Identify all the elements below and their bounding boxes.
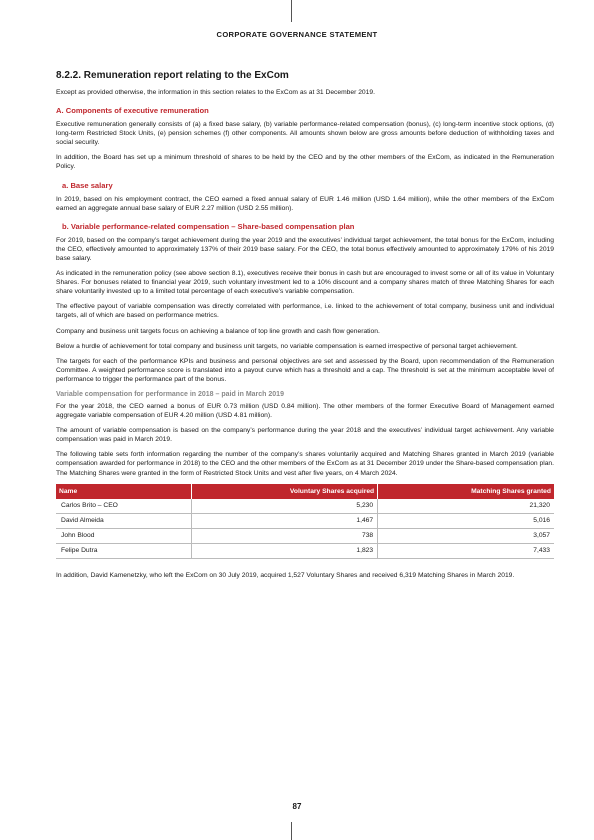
main-content <box>56 70 554 586</box>
section-title: 8.2.2. Remuneration report relating to the ExCom <box>56 70 289 81</box>
closing-paragraph: In addition, David Kamenetzky, who left the ExCom on 30 July 2019, acquired 1,527 Voluntary Shares and received 6,319 Matching Shares in March 2019. <box>56 571 515 579</box>
table-row <box>56 513 554 528</box>
column-header-name: Name <box>56 484 191 499</box>
cell-voluntary-shares: 5,230 <box>191 499 377 514</box>
variable-2018-paragraph-3: The following table sets forth information regarding the number of the company’s shares voluntarily acquired and Matching Shares granted in March 2019 (variable compensation awarded for performance in 2018) to the CEO and the other members of the ExCom as at 31 December 2019 under the Share-based compensation plan. The Matching Shares were granted in the form of Restricted Stock Units and vest after five years, on 4 March 2024. <box>56 451 554 477</box>
variable-2018-heading: Variable compensation for performance in 2018 – paid in March 2019 <box>56 390 284 398</box>
variable-paragraph-3: The effective payout of variable compensation was directly correlated with performance, i.e. linked to the achievement of total company, business unit and individual targets, all of which are based on performance metrics. <box>56 303 554 320</box>
variable-paragraph-4: Company and business unit targets focus on achieving a balance of top line growth and cash flow generation. <box>56 327 380 335</box>
base-salary-paragraph: In 2019, based on his employment contract, the CEO earned a fixed annual salary of EUR 1.46 million (USD 1.64 million), while the other members of the ExCom earned an aggregate annual base salary of EUR 2.27 million (USD 2.55 million). <box>56 195 554 212</box>
intro-paragraph: Except as provided otherwise, the information in this section relates to the ExCom as at 31 December 2019. <box>56 89 375 96</box>
variable-paragraph-2: As indicated in the remuneration policy (see above section 8.1), executives receive their bonus in cash but are encouraged to invest some or all of its value in Voluntary Shares. For bonuses related to financial year 2019, such voluntary investment led to a 10% discount and a company shares match of three Matching Shares for each share voluntarily invested up to a limited total percentage of each executive’s variable compensation. <box>56 270 554 296</box>
base-salary-heading: a. Base salary <box>62 180 113 190</box>
cell-name: Felipe Dutra <box>56 543 191 558</box>
bottom-divider-line <box>291 822 292 840</box>
variable-paragraph-5: Below a hurdle of achievement for total company and business unit targets, no variable compensation is earned irrespective of personal target achievement. <box>56 342 518 350</box>
column-header-voluntary-shares: Voluntary Shares acquired <box>191 484 377 499</box>
cell-matching-shares: 5,016 <box>378 513 554 528</box>
variable-paragraph-6: The targets for each of the performance KPIs and business and personal objectives are set and assessed by the Board, upon recommendation of the Remuneration Committee. A weighted performance score is translated into a payout curve which has a threshold and a cap. The threshold is set at the minimum acceptable level of performance to trigger the performance part of the bonus. <box>56 357 554 383</box>
cell-matching-shares: 3,057 <box>378 528 554 543</box>
cell-matching-shares: 21,320 <box>378 499 554 514</box>
shares-table <box>56 484 554 559</box>
page-header: CORPORATE GOVERNANCE STATEMENT <box>216 30 378 39</box>
cell-name: Carlos Brito – CEO <box>56 499 191 514</box>
variable-paragraph-1: For 2019, based on the company’s target achievement during the year 2019 and the executives’ individual target achievement, the total bonus for the ExCom, including the CEO, effectively amounted to approximately 137% of their 2019 base salary. For the CEO, the total bonus effectively amounted to approximately 179% of his 2019 base salary. <box>56 236 554 262</box>
variable-2018-paragraph-1: For the year 2018, the CEO earned a bonus of EUR 0.73 million (USD 0.84 million). The other members of the former Executive Board of Management earned aggregate variable compensation of EUR 4.20 million (USD 4.81 million). <box>56 402 554 420</box>
cell-voluntary-shares: 738 <box>191 528 377 543</box>
components-paragraph-1: Executive remuneration generally consists of (a) a fixed base salary, (b) variable performance-related compensation (bonus), (c) long-term incentive stock options, (d) long-term Restricted Stock Units, (e) pension schemes (f) other components. All amounts shown below are gross amounts before deduction of withholding taxes and social security. <box>56 121 554 147</box>
table-row <box>56 499 554 514</box>
cell-name: David Almeida <box>56 513 191 528</box>
cell-matching-shares: 7,433 <box>378 543 554 558</box>
variable-2018-paragraph-2: The amount of variable compensation is based on the company’s performance during the year 2018 and the executives’ individual target achievement. Any variable compensation was paid in March 2019. <box>56 427 554 444</box>
cell-name: John Blood <box>56 528 191 543</box>
cell-voluntary-shares: 1,823 <box>191 543 377 558</box>
table-row <box>56 543 554 558</box>
components-paragraph-2: In addition, the Board has set up a minimum threshold of shares to be held by the CEO and by the other members of the ExCom, as indicated in the Remuneration Policy. <box>56 154 554 171</box>
top-divider-line <box>291 0 292 22</box>
page-number: 87 <box>292 802 302 811</box>
table-row <box>56 528 554 543</box>
variable-compensation-heading: b. Variable performance-related compensation – Share-based compensation plan <box>62 221 355 231</box>
column-header-matching-shares: Matching Shares granted <box>378 484 554 499</box>
table-header-row <box>56 484 554 499</box>
cell-voluntary-shares: 1,467 <box>191 513 377 528</box>
components-heading: A. Components of executive remuneration <box>56 106 209 116</box>
